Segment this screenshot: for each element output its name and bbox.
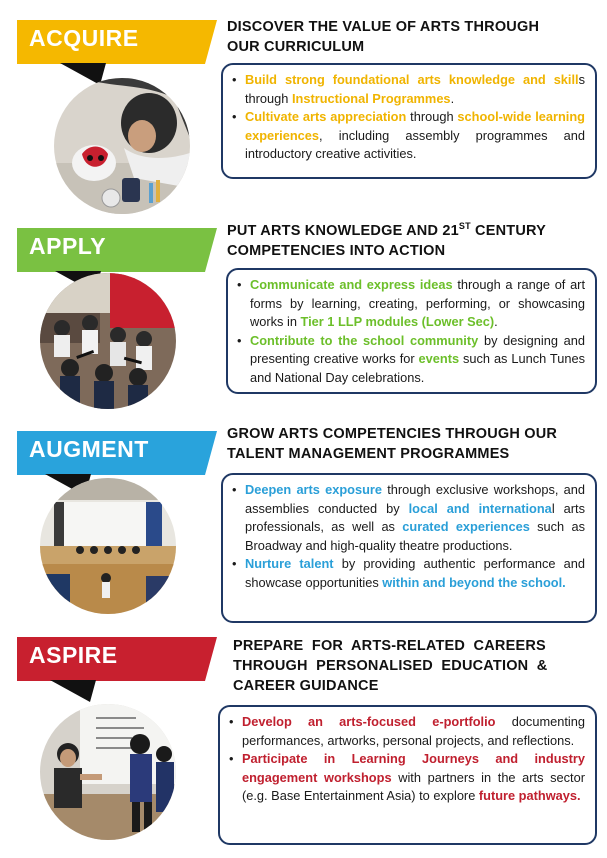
apply-info-box [226,268,597,394]
apply-heading: PUT ARTS KNOWLEDGE AND 21ST CENTURY COMPETENCIES INTO ACTION [227,221,547,259]
student-painting-mask-photo [54,78,190,214]
aspire-pointer [50,680,96,702]
acquire-info-box [221,63,597,179]
augment-banner [17,431,217,475]
school-hall-assembly-photo [40,478,176,614]
highlight-text: Tier 1 LLP modules (Lower Sec) [300,314,495,329]
body-text: l arts professionals, as well as [245,500,586,534]
highlight-text: Build strong foundational arts knowledge and skill [245,72,579,87]
drama-workshop-photo [40,704,176,840]
body-text: through exclusive workshops, and assemblies conducted by [245,482,585,516]
highlight-text: future pathways. [478,788,581,803]
body-text: s through [245,72,585,106]
body-text: such as Broadway and high-quality theatre productions. [245,519,585,553]
augment-info-box [221,473,597,623]
apply-bullet-2 [250,332,585,388]
body-text: such as Lunch Tunes and National Day celebrations. [250,351,585,385]
aspire-label: ASPIRE [29,642,118,668]
student-band-performance-photo [40,273,176,409]
body-text: , including assembly programmes and introductory creative activities. [245,127,585,161]
apply-banner [17,228,217,272]
aspire-bullet-2 [242,750,585,806]
highlight-text: Nurture talent [245,556,334,571]
acquire-bullet-2 [245,108,585,164]
body-text: through a range of art forms by learning, creating, performing, or showcasing works in [250,277,586,329]
body-text: through [406,109,458,124]
body-text: by designing and presenting creative works for [250,332,585,366]
highlight-text: Instructional Programmes [291,90,451,106]
augment-label: AUGMENT [29,436,149,462]
acquire-heading: DISCOVER THE VALUE OF ARTS THROUGH OUR CURRICULUM [227,19,540,55]
acquire-banner [17,20,217,64]
highlight-text: Participate in Learning Journeys and industry engagement workshops [242,751,585,785]
highlight-text: Develop an arts-focused e-portfolio [242,714,496,729]
body-text: . [494,314,498,329]
section-acquire [0,0,607,215]
aspire-info-box [218,705,597,845]
augment-heading: GROW ARTS COMPETENCIES THROUGH OUR TALENT MANAGEMENT PROGRAMMES [227,426,558,462]
highlight-text: Communicate and express ideas [250,277,453,292]
highlight-text: Cultivate arts appreciation [245,109,407,124]
body-text: documenting performances, artworks, personal projects, and reflections. [242,714,585,748]
apply-label: APPLY [29,233,107,259]
augment-bullet-2 [245,555,585,592]
highlight-text: Deepen arts exposure [245,482,383,497]
highlight-text: school-wide learning experiences [245,109,585,143]
aspire-banner [17,637,217,681]
highlight-text: curated experiences [402,519,530,534]
highlight-text: Contribute to the school community [250,332,479,348]
highlight-text: local and internationa [408,500,552,516]
acquire-label: ACQUIRE [29,25,139,51]
highlight-text: events [418,351,460,366]
augment-bullet-1 [245,481,585,555]
aspire-heading: PREPARE FOR ARTS-RELATED CAREERS THROUGH PERSONALISED EDUCATION & CAREER GUIDANCE [233,638,548,694]
acquire-bullet-1 [245,71,585,108]
body-text: by providing authentic performance and showcase opportunities [245,556,585,590]
apply-bullet-1 [250,276,585,332]
body-text: . [450,90,455,106]
body-text: with partners in the arts sector (e.g. Base Entertainment Asia) to explore [242,769,585,803]
highlight-text: within and beyond the school. [382,574,566,590]
aspire-bullet-1 [242,713,585,750]
